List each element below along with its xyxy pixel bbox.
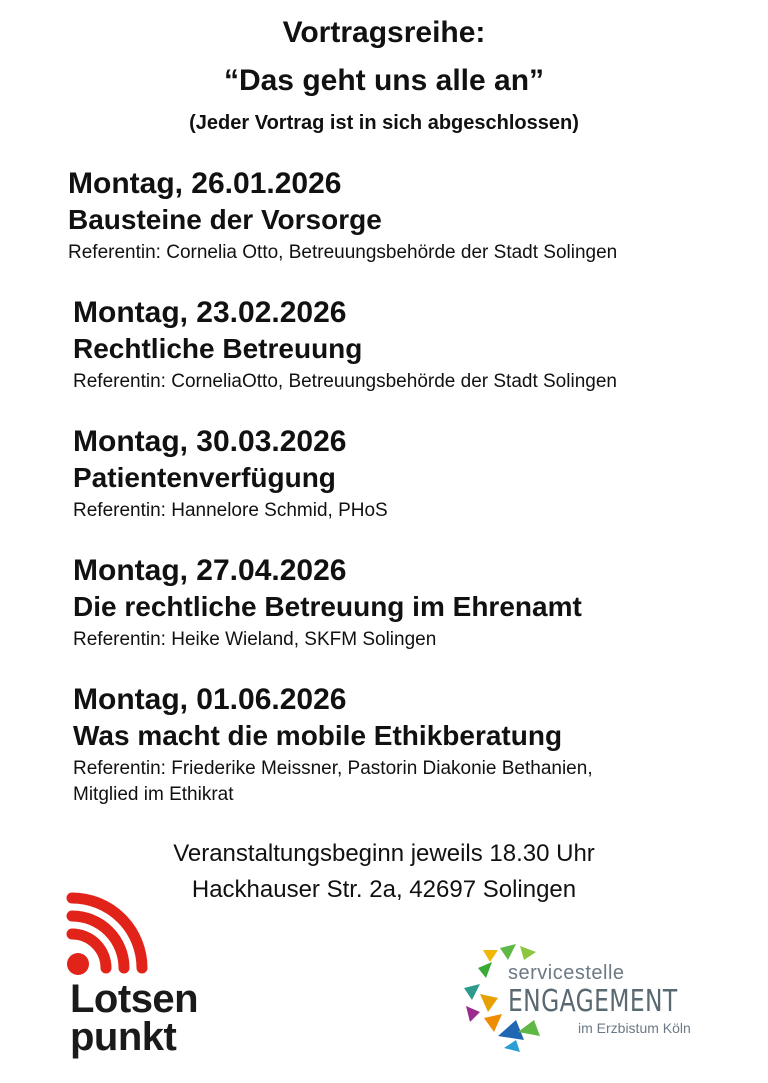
event-item xyxy=(68,166,617,266)
event-topic: Patientenverfügung xyxy=(73,462,336,493)
event-item xyxy=(73,424,388,524)
event-speaker: Referentin: CorneliaOtto, Betreuungsbehörde der Stadt Solingen xyxy=(73,371,617,392)
servicestelle-logo xyxy=(458,940,718,1060)
venue-address: Hackhauser Str. 2a, 42697 Solingen xyxy=(191,876,577,903)
erzbistum-label: im Erzbistum Köln xyxy=(578,1020,691,1036)
lotsenpunkt-wordmark: Lotsen punkt xyxy=(70,977,199,1059)
event-date: Montag, 30.03.2026 xyxy=(73,425,347,458)
engagement-label: ENGAGEMENT xyxy=(508,984,678,1019)
event-topic: Bausteine der Vorsorge xyxy=(68,204,382,235)
event-item xyxy=(73,553,582,653)
event-date: Montag, 26.01.2026 xyxy=(68,167,342,200)
event-date: Montag, 01.06.2026 xyxy=(73,683,347,716)
series-title: Vortragsreihe: xyxy=(282,16,486,49)
event-speaker: Referentin: Cornelia Otto, Betreuungsbehörde der Stadt Solingen xyxy=(68,242,618,263)
event-topic: Rechtliche Betreuung xyxy=(73,333,363,364)
event-topic: Die rechtliche Betreuung im Ehrenamt xyxy=(73,591,582,622)
series-note: (Jeder Vortrag ist in sich abgeschlossen) xyxy=(189,112,579,134)
event-item xyxy=(73,682,593,808)
servicestelle-label: servicestelle xyxy=(508,962,625,984)
signal-icon xyxy=(62,892,162,982)
event-speaker: Referentin: Heike Wieland, SKFM Solingen xyxy=(73,629,437,650)
event-item xyxy=(73,295,617,395)
event-date: Montag, 27.04.2026 xyxy=(73,554,347,587)
lotsenpunkt-logo xyxy=(62,892,232,1062)
series-quote: “Das geht uns alle an” xyxy=(223,64,545,97)
event-speaker: Referentin: Friederike Meissner, Pastorin Diakonie Bethanien, xyxy=(73,758,593,779)
event-speaker: Referentin: Hannelore Schmid, PHoS xyxy=(73,500,388,521)
event-topic: Was macht die mobile Ethikberatung xyxy=(73,720,563,751)
event-speaker-extra: Mitglied im Ethikrat xyxy=(73,784,234,805)
event-date: Montag, 23.02.2026 xyxy=(73,296,347,329)
start-time: Veranstaltungsbeginn jeweils 18.30 Uhr xyxy=(173,840,595,867)
